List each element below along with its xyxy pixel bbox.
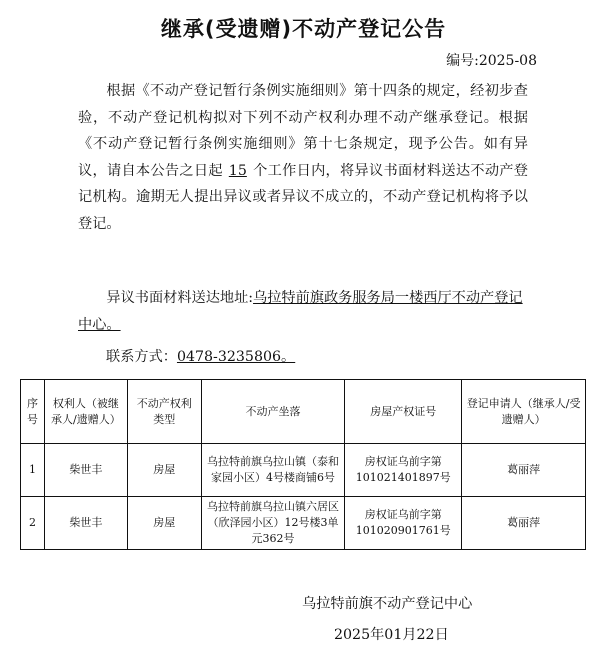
header-right-holder: 权利人（被继承人/遗赠人） (44, 380, 127, 444)
body-text-before: 根据《不动产登记暂行条例实施细则》第十四条的规定，经初步查验，不动产登记机构拟对下列不动产权利办理不动产继承登记。根据《不动产登记暂行条例实施细则》第十七条规定，现予公告。如有异议，请自本公告之日起 (78, 83, 528, 179)
table-header-row (21, 380, 586, 444)
issuing-organization: 乌拉特前旗不动产登记中心 (302, 596, 473, 612)
address-value: 乌拉特前旗政务服务局一楼西厅不动产登记中心。 (78, 290, 523, 333)
notice-body (78, 78, 528, 238)
header-location: 不动产坐落 (201, 380, 345, 444)
notice-number: 编号:2025-08 (446, 53, 537, 69)
cell-applicant: 葛丽萍 (462, 497, 586, 550)
table-row (21, 444, 586, 497)
contact-label: 联系方式： (106, 349, 177, 365)
cell-right-holder: 柴世丰 (44, 497, 127, 550)
cell-certificate: 房权证乌前字第101021401897号 (345, 444, 462, 497)
cell-right-type: 房屋 (127, 497, 201, 550)
cell-seq: 2 (21, 497, 45, 550)
cell-location: 乌拉特前旗乌拉山镇（泰和家园小区）4号楼商铺6号 (201, 444, 345, 497)
contact-info (106, 346, 305, 366)
cell-right-type: 房屋 (127, 444, 201, 497)
registration-table (20, 379, 586, 550)
objection-address (78, 285, 528, 338)
header-right-type: 不动产权利类型 (127, 380, 201, 444)
header-applicant: 登记申请人（继承人/受遗赠人） (462, 380, 586, 444)
cell-certificate: 房权证乌前字第101020901761号 (345, 497, 462, 550)
contact-phone: 0478-3235806。 (176, 349, 296, 365)
header-seq: 序号 (21, 380, 45, 444)
table-row (21, 497, 586, 550)
address-label: 异议书面材料送达地址: (106, 290, 254, 306)
cell-right-holder: 柴世丰 (44, 444, 127, 497)
issue-date: 2025年01月22日 (334, 627, 449, 643)
body-text-after: 个工作日内，将异议书面材料送达不动产登记机构。逾期无人提出异议或者异议不成立的，不动产登记机构将予以登记。 (78, 162, 528, 232)
cell-location: 乌拉特前旗乌拉山镇六居区（欣泽园小区）12号楼3单元362号 (201, 497, 345, 550)
header-certificate: 房屋产权证号 (345, 380, 462, 444)
cell-applicant: 葛丽萍 (462, 444, 586, 497)
objection-days: 15 (228, 162, 247, 179)
cell-seq: 1 (21, 444, 45, 497)
notice-title: 继承(受遗赠)不动产登记公告 (160, 17, 447, 41)
